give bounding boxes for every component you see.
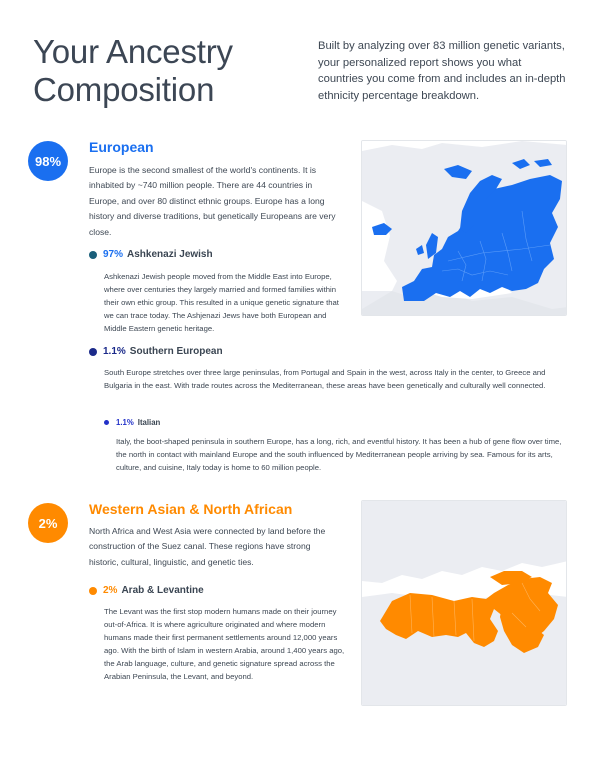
- ashkenazi-description: Ashkenazi Jewish people moved from the Middle East into Europe, where over centuries they largely married and formed families within their own ethic group. This resulted in a unique genetic signature that we can trace today. The Ashjenazi Jews have both European and Middle Eastern genetic heritage.: [104, 272, 339, 333]
- north-africa-west-asia-map: [361, 500, 567, 706]
- ashkenazi-heading: [89, 249, 213, 260]
- ashkenazi-percentage: 97%: [103, 249, 124, 260]
- european-description: Europe is the second smallest of the world's continents. It is inhabited by ~740 million people. There are 44 countries in Europe, and over 80 distinct ethnic groups. Europe has a long history and diverse traditions, but genetically Europeans are very close.: [89, 165, 336, 237]
- southern-european-percentage: 1.1%: [103, 346, 126, 357]
- north-africa-west-asia-map-icon: [362, 501, 567, 706]
- european-percentage-badge: 98%: [28, 141, 68, 181]
- southern-european-description: South Europe stretches over three large peninsulas, from Portugal and Spain in the west, across Italy in the center, to Greece and Bulgaria in the east. With trade routes across the Mediterranean, these areas have been genetically and culturally well connected.: [104, 368, 546, 390]
- arab-levantine-dot-icon: [89, 587, 97, 595]
- ashkenazi-dot-icon: [89, 251, 97, 259]
- wana-percentage-badge: 2%: [28, 503, 68, 543]
- european-section-title: European: [89, 139, 154, 155]
- ashkenazi-label: Ashkenazi Jewish: [127, 249, 213, 260]
- italian-heading: [104, 418, 160, 427]
- arab-levantine-label: Arab & Levantine: [121, 585, 204, 596]
- arab-levantine-heading: [89, 585, 204, 596]
- southern-european-label: Southern European: [129, 346, 223, 357]
- southern-european-dot-icon: [89, 348, 97, 356]
- southern-european-heading: [89, 346, 223, 357]
- wana-section-title: Western Asian & North African: [89, 501, 293, 517]
- page-title: Your Ancestry Composition: [33, 33, 233, 108]
- wana-description: North Africa and West Asia were connected by land before the construction of the Suez canal. These regions have strong historic, cultural, linguistic, and genetic ties.: [89, 526, 326, 567]
- arab-levantine-description: The Levant was the first stop modern humans made on their journey out-of-Africa. It is where agriculture originated and where modern humans made their first permanent settlements around 12,000 years ago. With the birth of Islam in western Arabia, around 1,400 years ago, the Arab language, culture, and genetic signature spread across the Arabian Peninsula, the Levant, and beyond.: [104, 607, 345, 681]
- europe-map: [361, 140, 567, 316]
- italian-percentage: 1.1%: [116, 418, 134, 427]
- italian-description: Italy, the boot-shaped peninsula in southern Europe, has a long, rich, and eventful history. It has been a hub of gene flow over time, the north in contact with mainland Europe and the south influenced by Mediterranean people arriving by sea. Famous for its arts, culture, and cuisine, Italy today is home to 60 million people.: [116, 437, 562, 472]
- arab-levantine-percentage: 2%: [103, 585, 118, 596]
- intro-text: Built by analyzing over 83 million genetic variants, your personalized report shows you what countries you come from and includes an in-depth ethnicity percentage breakdown.: [318, 40, 566, 102]
- europe-map-icon: [362, 141, 567, 316]
- italian-label: Italian: [137, 418, 161, 427]
- italian-dot-icon: [104, 420, 109, 425]
